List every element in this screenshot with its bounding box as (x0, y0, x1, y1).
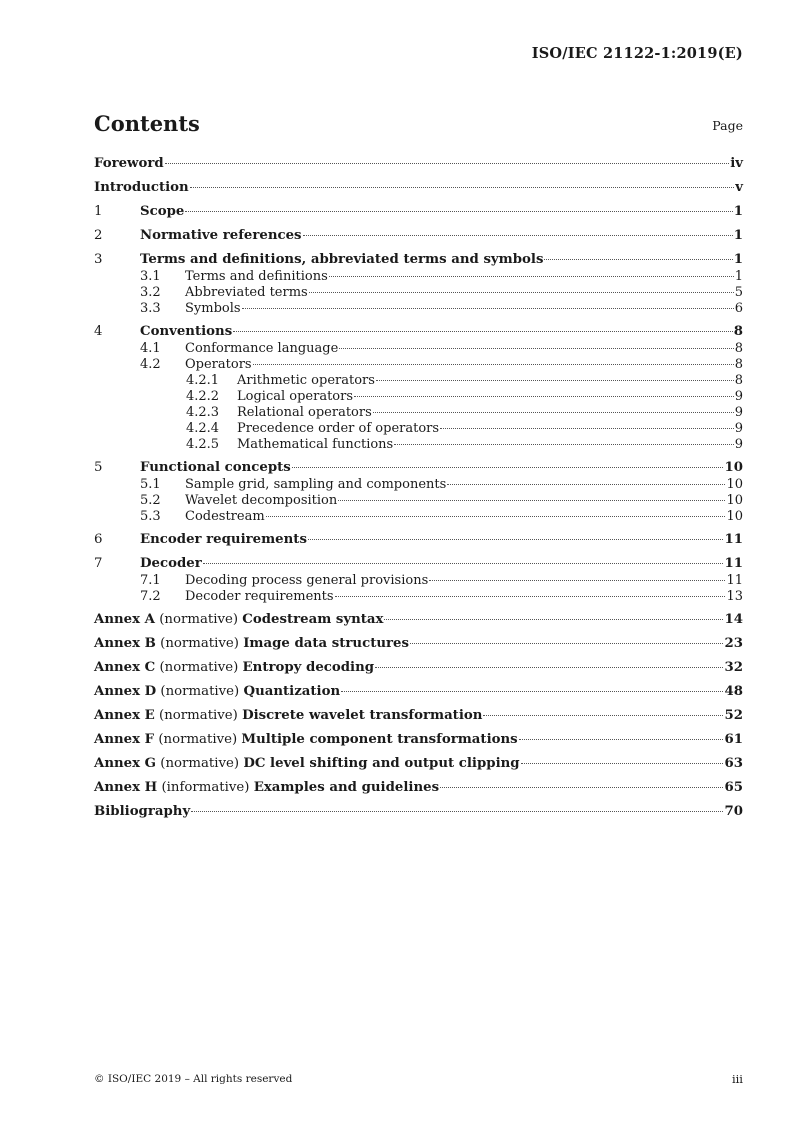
toc-entry[interactable] (94, 269, 743, 285)
toc-entry-number: 7 (94, 556, 103, 571)
toc-entry-title: Decoding process general provisions (185, 573, 429, 588)
table-of-contents (94, 155, 743, 821)
dot-leader (308, 539, 724, 540)
toc-entry[interactable] (94, 357, 743, 373)
toc-entry[interactable] (94, 285, 743, 301)
dot-leader (233, 331, 733, 332)
dot-leader (429, 580, 725, 581)
toc-entry[interactable] (94, 323, 743, 341)
dot-leader (165, 163, 730, 164)
annex-title: Multiple component transformations (241, 732, 518, 747)
toc-entry[interactable] (94, 477, 743, 493)
toc-entry-title: Arithmetic operators (237, 373, 375, 388)
toc-entry[interactable] (94, 683, 743, 701)
toc-entry-page: 10 (726, 509, 743, 524)
toc-entry[interactable] (94, 493, 743, 509)
page-title: Contents (94, 111, 200, 136)
toc-entry[interactable] (94, 611, 743, 629)
toc-entry-page: 1 (733, 228, 743, 243)
toc-entry-number: 7.1 (140, 573, 161, 588)
annex-type: (normative) (156, 684, 244, 699)
toc-entry-page: 5 (734, 285, 743, 300)
toc-entry-number: 1 (94, 204, 103, 219)
toc-entry[interactable] (94, 227, 743, 245)
toc-entry-title: Mathematical functions (237, 437, 394, 452)
toc-entry-number: 4.2.3 (186, 405, 220, 420)
page-column-label: Page (712, 118, 743, 133)
toc-entry[interactable] (94, 373, 743, 389)
toc-entry[interactable] (94, 437, 743, 453)
toc-entry-page: 32 (724, 660, 743, 675)
toc-entry-page: 8 (733, 324, 743, 339)
annex-label: Annex C (94, 660, 156, 675)
toc-entry-number: 3 (94, 252, 103, 267)
annex-type: (normative) (156, 756, 244, 771)
toc-entry-page: 1 (733, 204, 743, 219)
dot-leader (440, 787, 723, 788)
toc-entry[interactable] (94, 755, 743, 773)
annex-type: (informative) (157, 780, 254, 795)
toc-entry-page: 23 (724, 636, 743, 651)
toc-entry[interactable] (94, 251, 743, 269)
toc-entry[interactable] (94, 421, 743, 437)
document-id: ISO/IEC 21122-1:2019(E) (531, 45, 743, 62)
dot-leader (185, 211, 732, 212)
toc-entry-number: 5.1 (140, 477, 161, 492)
dot-leader (338, 500, 725, 501)
toc-entry-title (94, 779, 439, 797)
toc-entry-page: 52 (724, 708, 743, 723)
toc-entry-number: 3.1 (140, 269, 161, 284)
toc-entry[interactable] (94, 573, 743, 589)
toc-entry-title (94, 707, 482, 725)
toc-entry[interactable] (94, 707, 743, 725)
dot-leader (447, 484, 725, 485)
dot-leader (292, 467, 724, 468)
toc-entry-title: Functional concepts (140, 460, 291, 475)
toc-entry-title: Bibliography (94, 804, 191, 819)
toc-entry-number: 4 (94, 324, 103, 339)
toc-entry-title: Conventions (140, 324, 233, 339)
toc-entry[interactable] (94, 779, 743, 797)
toc-entry-title: Logical operators (237, 389, 354, 404)
toc-entry-page: 10 (726, 477, 743, 492)
toc-entry-number: 3.3 (140, 301, 161, 316)
toc-entry-title: Symbols (185, 301, 241, 316)
toc-entry-title: Decoder requirements (185, 589, 334, 604)
dot-leader (191, 811, 723, 812)
annex-title: Quantization (243, 684, 341, 699)
toc-entry-page: 9 (734, 437, 743, 452)
toc-entry-title: Relational operators (237, 405, 372, 420)
dot-leader (309, 292, 734, 293)
toc-entry[interactable] (94, 555, 743, 573)
annex-title: Image data structures (243, 636, 409, 651)
dot-leader (335, 596, 726, 597)
toc-entry-title: Codestream (185, 509, 265, 524)
toc-entry-title (94, 635, 409, 653)
dot-leader (384, 619, 723, 620)
dot-leader (190, 187, 735, 188)
toc-entry-page: 8 (734, 341, 743, 356)
toc-entry[interactable] (94, 301, 743, 317)
annex-type: (normative) (154, 708, 243, 723)
toc-entry-title (94, 659, 374, 677)
toc-entry-page: 11 (724, 556, 743, 571)
toc-entry[interactable] (94, 341, 743, 357)
toc-entry-title: Precedence order of operators (237, 421, 440, 436)
dot-leader (339, 348, 733, 349)
toc-entry[interactable] (94, 179, 743, 197)
toc-entry-number: 7.2 (140, 589, 161, 604)
toc-entry[interactable] (94, 731, 743, 749)
toc-entry-number: 5.2 (140, 493, 161, 508)
dot-leader (242, 308, 734, 309)
toc-entry-number: 5.3 (140, 509, 161, 524)
annex-label: Annex A (94, 612, 155, 627)
toc-entry-title (94, 731, 518, 749)
annex-title: Codestream syntax (242, 612, 384, 627)
toc-entry-page: 63 (724, 756, 743, 771)
annex-type: (normative) (155, 612, 243, 627)
annex-label: Annex B (94, 636, 156, 651)
toc-entry-number: 4.2.2 (186, 389, 220, 404)
toc-entry-page: 70 (724, 804, 743, 819)
toc-entry-page: 8 (734, 357, 743, 372)
dot-leader (519, 739, 724, 740)
toc-entry[interactable] (94, 803, 743, 821)
toc-entry-page: 1 (734, 269, 743, 284)
toc-entry-number: 5 (94, 460, 103, 475)
annex-title: Entropy decoding (242, 660, 375, 675)
dot-leader (376, 380, 734, 381)
toc-entry-title: Operators (185, 357, 252, 372)
dot-leader (354, 396, 734, 397)
toc-entry-number: 3.2 (140, 285, 161, 300)
annex-label: Annex G (94, 756, 157, 771)
toc-entry-number: 4.2.1 (186, 373, 220, 388)
toc-entry-page: 9 (734, 405, 743, 420)
toc-entry-page: 9 (734, 389, 743, 404)
toc-entry[interactable] (94, 635, 743, 653)
toc-entry-page: 14 (724, 612, 743, 627)
toc-entry-page: 11 (724, 532, 743, 547)
toc-entry-title: Conformance language (185, 341, 339, 356)
toc-entry[interactable] (94, 459, 743, 477)
toc-entry-title: Wavelet decomposition (185, 493, 338, 508)
annex-type: (normative) (154, 732, 242, 747)
toc-entry-title: Terms and definitions, abbreviated terms and symbols (140, 252, 544, 267)
toc-entry-title: Introduction (94, 180, 189, 195)
toc-entry-title (94, 611, 383, 629)
toc-entry-page: 9 (734, 421, 743, 436)
toc-entry[interactable] (94, 531, 743, 549)
annex-type: (normative) (155, 660, 243, 675)
copyright-notice: © ISO/IEC 2019 – All rights reserved (94, 1073, 293, 1085)
annex-label: Annex F (94, 732, 155, 747)
dot-leader (483, 715, 723, 716)
toc-entry-title: Encoder requirements (140, 532, 307, 547)
toc-entry-page: 48 (724, 684, 743, 699)
dot-leader (521, 763, 724, 764)
toc-entry-page: 10 (724, 460, 743, 475)
toc-entry-title: Normative references (140, 228, 302, 243)
toc-entry-title: Decoder (140, 556, 202, 571)
toc-entry[interactable] (94, 155, 743, 173)
dot-leader (394, 444, 733, 445)
annex-title: DC level shifting and output clipping (243, 756, 520, 771)
toc-entry-title: Foreword (94, 156, 164, 171)
toc-entry-page: 13 (726, 589, 743, 604)
toc-entry-title: Abbreviated terms (185, 285, 308, 300)
toc-entry-title: Terms and definitions (185, 269, 328, 284)
dot-leader (373, 412, 734, 413)
annex-label: Annex H (94, 780, 158, 795)
dot-leader (375, 667, 723, 668)
toc-entry-number: 2 (94, 228, 103, 243)
toc-entry-page: 65 (724, 780, 743, 795)
annex-title: Examples and guidelines (253, 780, 440, 795)
toc-entry-number: 4.2 (140, 357, 161, 372)
dot-leader (329, 276, 734, 277)
toc-entry-number: 6 (94, 532, 103, 547)
toc-entry[interactable] (94, 589, 743, 605)
dot-leader (341, 691, 723, 692)
annex-title: Discrete wavelet transformation (242, 708, 483, 723)
toc-entry-page: 6 (734, 301, 743, 316)
toc-entry-page: 1 (733, 252, 743, 267)
annex-label: Annex D (94, 684, 157, 699)
dot-leader (203, 563, 724, 564)
toc-entry-title (94, 755, 520, 773)
toc-entry-page: 61 (724, 732, 743, 747)
toc-entry-page: v (735, 180, 743, 195)
toc-entry-page: 8 (734, 373, 743, 388)
annex-type: (normative) (155, 636, 244, 651)
toc-entry-title: Scope (140, 204, 185, 219)
toc-entry[interactable] (94, 659, 743, 677)
page-number: iii (731, 1072, 743, 1086)
toc-entry-page: iv (730, 156, 743, 171)
toc-entry-title (94, 683, 340, 701)
toc-entry[interactable] (94, 509, 743, 525)
toc-entry-number: 4.2.5 (186, 437, 220, 452)
toc-entry[interactable] (94, 389, 743, 405)
toc-entry-title: Sample grid, sampling and components (185, 477, 447, 492)
toc-entry[interactable] (94, 405, 743, 421)
toc-entry-page: 10 (726, 493, 743, 508)
toc-entry-page: 11 (726, 573, 743, 588)
dot-leader (266, 516, 726, 517)
toc-entry-number: 4.1 (140, 341, 161, 356)
toc-entry-number: 4.2.4 (186, 421, 220, 436)
dot-leader (303, 235, 733, 236)
toc-entry[interactable] (94, 203, 743, 221)
dot-leader (410, 643, 724, 644)
annex-label: Annex E (94, 708, 155, 723)
dot-leader (440, 428, 734, 429)
dot-leader (253, 364, 734, 365)
dot-leader (544, 259, 732, 260)
